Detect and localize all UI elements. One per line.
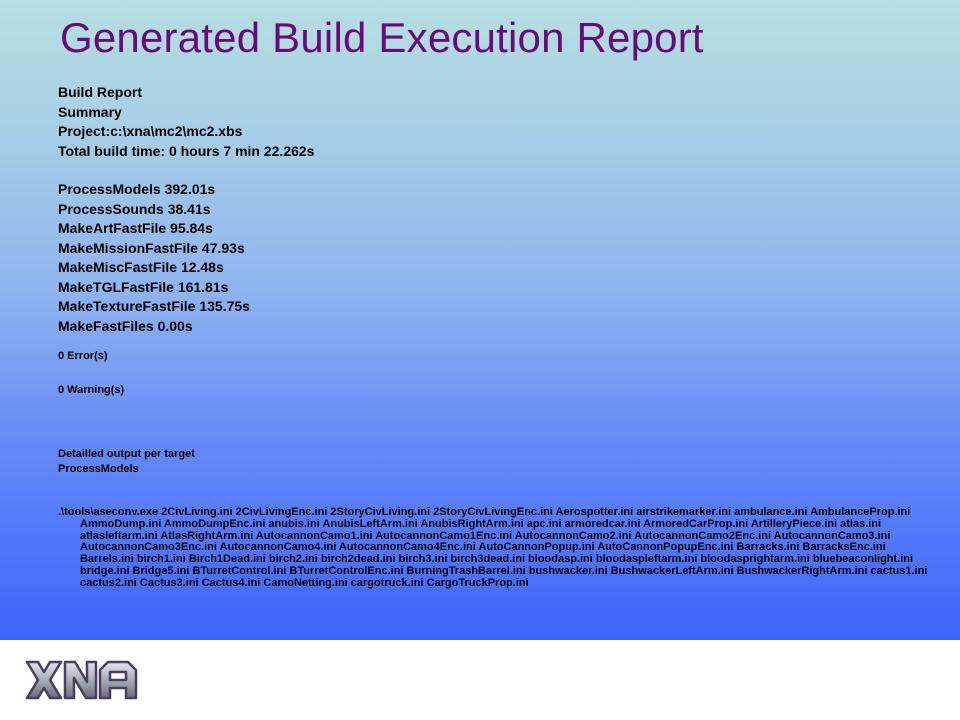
footer [0,640,960,720]
page-title: Generated Build Execution Report [60,14,704,61]
detail-target: ProcessModels [58,463,139,475]
timing-item: MakeFastFiles 0.00s [58,317,193,334]
detail-heading: Detailled output per target [58,448,195,460]
command-output: .\tools\aseconv.exe 2CivLiving.ini 2CivLivingEnc.ini 2StoryCivLiving.ini 2StoryCivLivingEnc.ini Aerospotter.ini airstrikemarker.ini ambulance.ini AmbulanceProp.ini AmmoDump.ini AmmoDumpEnc.ini anubis.ini AnubisLeftArm.ini AnubisRightArm.ini apc.ini armoredcar.ini ArmoredCarProp.ini ArtilleryPiece.ini atlas.ini atlasleftarm.ini AtlasRightArm.ini AutocannonCamo1.ini AutocannonCamo1Enc.ini AutocannonCamo2.ini AutocannonCamo2Enc.ini AutocannonCamo3.ini AutocannonCamo3Enc.ini AutocannonCamo4.ini AutocannonCamo4Enc.ini AutoCannonPopup.ini AutoCannonPopupEnc.ini Barracks.ini BarracksEnc.ini Barrels.ini birch1.ini Birch1Dead.ini birch2.ini birch2dead.ini birch3.ini birch3dead.ini bloodasp.ini bloodaspleftarm.ini bloodasprightarm.ini bluebeaconlight.ini bridge.ini Bridge5.ini BTurretControl.ini BTurretControlEnc.ini BurningTrashBarrel.ini bushwacker.ini BushwackerLeftArm.ini BushwackerRightArm.ini cactus1.ini cactus2.ini Cactus3.ini Cactus4.ini CamoNetting.ini cargotruck.ini CargoTruckProp.ini [58,506,928,589]
timings-list [58,180,250,336]
timing-item: MakeTextureFastFile 135.75s [58,298,250,314]
report-heading: Build Report [58,84,142,100]
report-summary [58,83,314,161]
project-path: Project:c:\xna\mc2\mc2.xbs [58,123,243,139]
xna-logo [24,656,139,704]
total-build-time: Total build time: 0 hours 7 min 22.262s [58,142,315,159]
warning-count: 0 Warning(s) [58,384,125,396]
error-count: 0 Error(s) [58,350,108,362]
timing-item: MakeTGLFastFile 161.81s [58,278,229,295]
timing-item: ProcessModels 392.01s [58,181,216,197]
summary-label: Summary [58,103,122,120]
timing-item: MakeMiscFastFile 12.48s [58,259,224,275]
timing-item: MakeArtFastFile 95.84s [58,220,213,236]
timing-item: ProcessSounds 38.41s [58,200,211,217]
timing-item: MakeMissionFastFile 47.93s [58,239,245,256]
xna-logo-icon [24,656,139,704]
